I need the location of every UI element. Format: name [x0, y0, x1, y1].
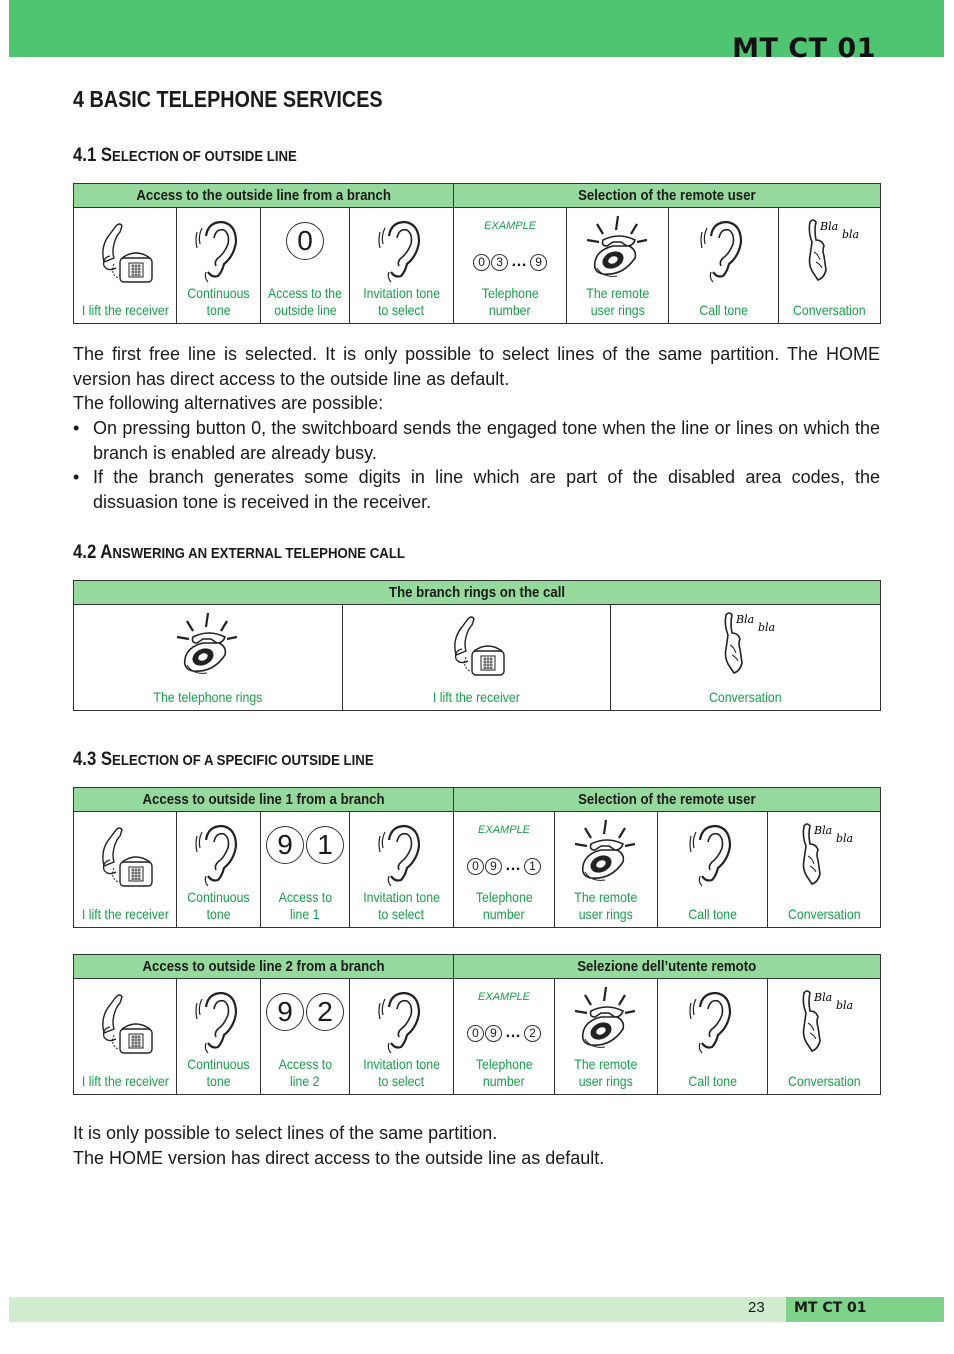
svg-text:bla: bla: [757, 621, 775, 634]
table-header-line-1-access: Access to outside line 1 from a branch: [74, 788, 454, 812]
ringing-telephone-icon: [163, 607, 253, 677]
subsection-4-2-title: 4.2 ANSWERING AN EXTERNAL TELEPHONE CALL: [73, 542, 405, 563]
document-title: MT CT 01: [732, 33, 876, 64]
step-remote-rings: The remote user rings: [555, 979, 658, 1095]
list-item: • On pressing button 0, the switchboard sends the engaged tone when the line or lines on which the branch is enabled are already busy.: [73, 418, 880, 463]
step-remote-rings: The remote user rings: [555, 812, 658, 928]
section-title: 4 BASIC TELEPHONE SERVICES: [73, 86, 383, 112]
list-item: • If the branch generates some digits in line which are part of the disabled area codes, the dissuasion tone is received in the receiver.: [73, 467, 880, 512]
ear-icon: [688, 987, 738, 1057]
line-1-selection-table: [73, 787, 881, 928]
example-label: EXAMPLE: [478, 991, 530, 1003]
paragraph-4-1: The first free line is selected. It is only possible to select lines of the same partition. The HOME version has direct access to the outside line as default. The following alternatives are possible:: [73, 344, 880, 414]
subsection-4-1-title: 4.1 SELECTION OF OUTSIDE LINE: [73, 145, 297, 166]
digit-key-icon: 2: [306, 993, 344, 1031]
step-conversation: Bla bla Conversation: [779, 208, 881, 324]
table-header-remote-user: Selection of the remote user: [454, 184, 881, 208]
ear-icon: [688, 820, 738, 890]
table-header-branch-access: Access to the outside line from a branch: [74, 184, 454, 208]
svg-text:bla: bla: [836, 999, 854, 1012]
step-conversation: Bla bla Conversation: [611, 605, 881, 711]
step-continuous-tone: Continuous tone: [177, 979, 261, 1095]
ear-icon: [194, 987, 244, 1057]
svg-text:Bla: Bla: [735, 613, 754, 626]
ringing-telephone-icon: [561, 814, 651, 884]
step-conversation: Bla bla Conversation: [768, 979, 881, 1095]
step-lift-receiver: I lift the receiver: [74, 812, 177, 928]
step-continuous-tone: Continuous tone: [177, 208, 261, 324]
footer-title: MT CT 01: [794, 1300, 867, 1316]
step-call-tone: Call tone: [669, 208, 779, 324]
answering-call-table: [73, 580, 881, 711]
digit-key-icon: 1: [306, 826, 344, 864]
ear-icon: [377, 987, 427, 1057]
dial-digits: 0 3 … 9: [473, 253, 547, 271]
ear-icon: [377, 820, 427, 890]
dial-digits: 0 9 … 2: [467, 1024, 541, 1042]
alternatives-list: [73, 416, 880, 514]
ear-icon: [194, 216, 244, 286]
subsection-4-3-title: 4.3 SELECTION OF A SPECIFIC OUTSIDE LINE: [73, 749, 374, 770]
telephone-lift-icon: [90, 216, 160, 286]
ear-icon: [194, 820, 244, 890]
step-invitation-tone: Invitation tone to select: [350, 812, 454, 928]
step-telephone-number: EXAMPLE 0 9 … 1 Telephone number: [454, 812, 555, 928]
svg-text:Bla: Bla: [814, 991, 833, 1004]
step-lift-receiver: I lift the receiver: [74, 208, 177, 324]
step-remote-rings: The remote user rings: [567, 208, 669, 324]
step-telephone-number: EXAMPLE 0 9 … 2 Telephone number: [454, 979, 555, 1095]
digit-key-icon: 0: [286, 222, 324, 260]
example-label: EXAMPLE: [484, 220, 537, 232]
paragraph-4-3: It is only possible to select lines of the same partition. The HOME version has direct access to the outside line as default.: [73, 1123, 605, 1168]
step-invitation-tone: Invitation tone to select: [350, 979, 454, 1095]
speaking-hand-icon: [716, 609, 776, 679]
svg-text:Bla: Bla: [814, 824, 833, 837]
dial-digits: 0 9 … 1: [467, 857, 541, 875]
svg-text:bla: bla: [836, 832, 854, 845]
ear-icon: [377, 216, 427, 286]
step-call-tone: Call tone: [658, 812, 768, 928]
step-access-line-1: 9 1 Access to line 1: [261, 812, 350, 928]
telephone-lift-icon: [90, 987, 160, 1057]
speaking-hand-icon: [800, 216, 860, 286]
telephone-lift-icon: [442, 609, 512, 679]
step-conversation: Bla bla Conversation: [768, 812, 881, 928]
step-telephone-number: EXAMPLE 0 3 … 9 Telephone number: [454, 208, 567, 324]
outside-line-selection-table: [73, 183, 881, 324]
ringing-telephone-icon: [561, 981, 651, 1051]
speaking-hand-icon: [794, 820, 854, 890]
table-header-remote-user: Selezione dell’utente remoto: [454, 955, 881, 979]
ringing-telephone-icon: [573, 210, 663, 280]
step-continuous-tone: Continuous tone: [177, 812, 261, 928]
page-number: 23: [748, 1299, 765, 1316]
step-access-line-2: 9 2 Access to line 2: [261, 979, 350, 1095]
speaking-hand-icon: [794, 987, 854, 1057]
example-label: EXAMPLE: [478, 824, 530, 836]
step-lift-receiver: I lift the receiver: [74, 979, 177, 1095]
digit-key-icon: 9: [266, 826, 304, 864]
telephone-lift-icon: [90, 820, 160, 890]
svg-text:bla: bla: [841, 228, 859, 241]
table-header-branch-rings: The branch rings on the call: [74, 581, 881, 605]
step-access-outside-line: 0 Access to the outside line: [261, 208, 350, 324]
table-header-line-2-access: Access to outside line 2 from a branch: [74, 955, 454, 979]
step-telephone-rings: The telephone rings: [74, 605, 343, 711]
digit-key-icon: 9: [266, 993, 304, 1031]
table-header-remote-user: Selection of the remote user: [454, 788, 881, 812]
step-lift-receiver: I lift the receiver: [343, 605, 611, 711]
ear-icon: [699, 216, 749, 286]
line-2-selection-table: [73, 954, 881, 1095]
svg-text:Bla: Bla: [819, 220, 838, 233]
step-call-tone: Call tone: [658, 979, 768, 1095]
step-invitation-tone: Invitation tone to select: [350, 208, 454, 324]
